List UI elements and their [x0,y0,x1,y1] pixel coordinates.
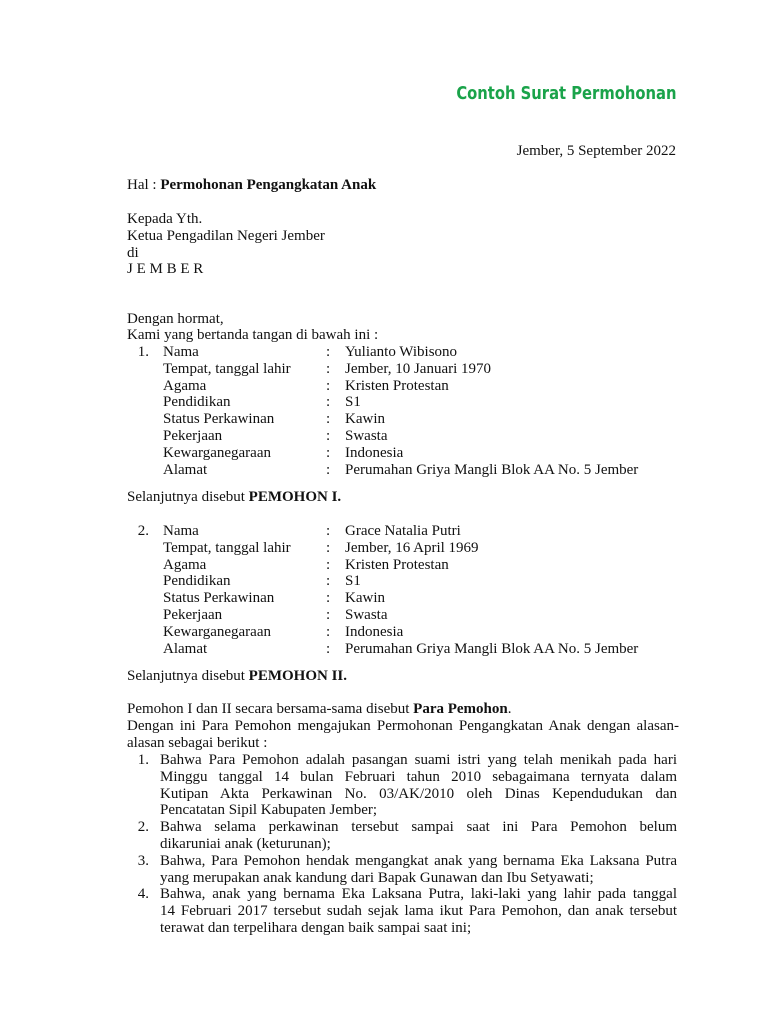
field-value: Kawin [345,411,385,428]
field-colon: : [326,573,331,590]
together-bold: Para Pemohon [413,701,508,717]
field-value: Kawin [345,590,385,607]
field-row [127,641,679,658]
reason-number: 3. [137,853,149,869]
reason-line: Bahwa Para Pemohon adalah pasangan suami istri yang telah menikah pada hari [160,752,677,768]
field-colon: : [326,461,331,478]
reason-line: dikaruniai anak (keturunan); [160,835,331,852]
applicant-number: 2. [137,523,149,539]
field-label: Tempat, tanggal lahir [163,539,291,556]
field-value: Indonesia [345,623,404,640]
field-value: Swasta [345,607,388,623]
field-value: Swasta [345,428,388,444]
field-value: S1 [345,573,361,590]
addressee-line: J E M B E R [127,261,204,278]
together-suffix: . [507,701,512,717]
field-colon: : [326,523,331,539]
reason-number: 1. [137,752,149,768]
field-colon: : [326,394,331,411]
field-value: Jember, 16 April 1969 [345,539,479,556]
reason-line: Kutipan Akta Perkawinan No. 03/AK/2010 oleh Dinas Kependudukan dan [160,785,677,802]
field-colon: : [326,556,331,573]
field-colon: : [326,360,331,377]
subject-line [127,177,376,194]
reason-line: Minggu tanggal 14 bulan Februari tahun 2010 sebagaimana ternyata dalam [160,768,677,785]
addressee-line: Kepada Yth. [127,211,203,227]
field-value: Perumahan Griya Mangli Blok AA No. 5 Jember [345,461,639,478]
reason-line: Bahwa, Para Pemohon hendak mengangkat anak yang bernama Eka Laksana Putra [160,853,677,869]
field-label: Pendidikan [163,394,231,411]
reasons-intro [127,718,679,752]
field-label: Pekerjaan [163,428,223,444]
reason-line: terawat dan terpelihara dengan baik sampai saat ini; [160,919,472,936]
field-label: Nama [163,523,199,539]
field-row [127,428,679,445]
addressee-block [127,211,325,278]
field-row [127,411,679,428]
field-colon: : [326,590,331,607]
together-line [127,701,511,718]
field-row [127,394,679,411]
field-colon: : [326,377,331,394]
field-value: Kristen Protestan [345,377,449,394]
reasons-intro-line: Dengan ini Para Pemohon mengajukan Permohonan Pengangkatan Anak dengan alasan- [127,718,679,734]
field-value: Kristen Protestan [345,556,449,573]
field-label: Alamat [163,461,208,478]
applicant-1-designation [127,489,341,506]
field-label: Status Perkawinan [163,590,275,607]
field-row [127,361,679,378]
subject-prefix: Hal : [127,177,161,193]
field-colon: : [326,444,331,461]
reason-item [160,886,677,936]
applicant-2-designation [127,668,347,685]
together-prefix: Pemohon I dan II secara bersama-sama disebut [127,701,414,717]
document-title: Contoh Surat Permohonan [455,83,676,104]
field-colon: : [326,607,331,623]
reasons-intro-line: alasan sebagai berikut : [127,734,268,751]
field-row [127,445,679,462]
field-row [127,462,679,479]
field-row [127,344,679,361]
greeting: Dengan hormat, [127,311,224,327]
reason-line: yang merupakan anak kandung dari Bapak Gunawan dan Ibu Setyawati; [160,869,594,886]
field-colon: : [326,428,331,444]
field-value: Indonesia [345,444,404,461]
field-colon: : [326,640,331,657]
field-row [127,573,679,590]
designation-label: PEMOHON II. [248,668,347,684]
field-row [127,590,679,607]
field-label: Kewarganegaraan [163,623,271,640]
field-colon: : [326,411,331,428]
field-label: Nama [163,344,199,360]
field-label: Kewarganegaraan [163,444,271,461]
field-value: Jember, 10 Januari 1970 [345,360,492,377]
field-colon: : [326,344,331,360]
designation-label: PEMOHON I. [248,489,342,505]
field-value: Perumahan Griya Mangli Blok AA No. 5 Jember [345,640,639,657]
field-colon: : [326,623,331,640]
reason-line: Bahwa selama perkawinan tersebut sampai saat ini Para Pemohon belum [160,819,677,835]
addressee-line: Ketua Pengadilan Negeri Jember [127,227,325,244]
intro-text: Kami yang bertanda tangan di bawah ini : [127,327,379,343]
reason-item [160,752,677,819]
field-label: Pendidikan [163,573,231,590]
field-label: Alamat [163,640,208,657]
field-label: Agama [163,377,207,394]
subject-text: Permohonan Pengangkatan Anak [160,177,377,193]
applicant-number: 1. [137,344,149,360]
field-colon: : [326,539,331,556]
letter-date: Jember, 5 September 2022 [516,143,676,159]
field-row [127,378,679,395]
field-value: Yulianto Wibisono [345,344,458,360]
field-label: Status Perkawinan [163,411,275,428]
field-row [127,540,679,557]
reason-line: Bahwa, anak yang bernama Eka Laksana Putra, laki-laki yang lahir pada tanggal [160,886,677,902]
designation-prefix: Selanjutnya disebut [127,489,249,505]
addressee-line: di [127,244,139,261]
reason-item [160,819,677,853]
designation-prefix: Selanjutnya disebut [127,668,249,684]
field-row [127,607,679,624]
field-label: Tempat, tanggal lahir [163,360,291,377]
field-row [127,523,679,540]
reason-number: 4. [137,886,149,902]
reason-line: Pencatatan Sipil Kabupaten Jember; [160,802,378,819]
field-row [127,624,679,641]
field-row [127,557,679,574]
reason-item [160,853,677,887]
reason-number: 2. [137,819,149,835]
field-label: Pekerjaan [163,607,223,623]
field-value: Grace Natalia Putri [345,523,461,539]
field-value: S1 [345,394,361,411]
reason-line: 14 Februari 2017 tersebut sudah sejak lama ikut Para Pemohon, dan anak tersebut [160,902,677,919]
field-label: Agama [163,556,207,573]
